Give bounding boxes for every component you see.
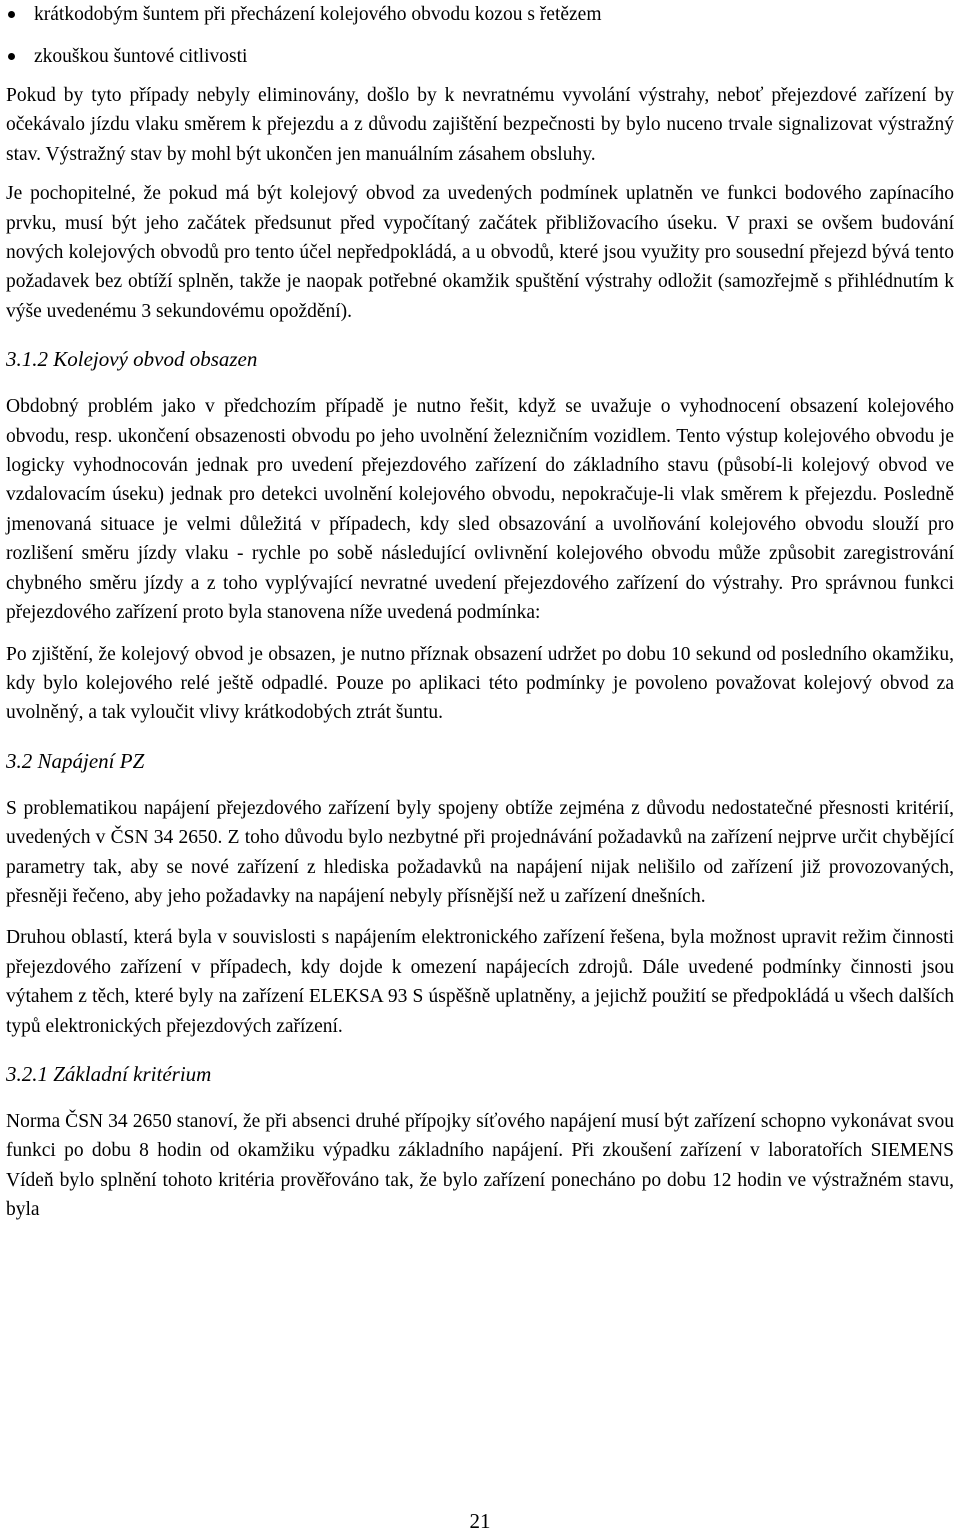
paragraph-4: Po zjištění, že kolejový obvod je obsazen, je nutno příznak obsazení udržet po dobu 10 sekund od posledního okamžiku, kdy bylo kolejového relé ještě odpadlé. Pouze po aplikaci této podmínky je povoleno považovat kolejový obvod za uvolněný, a tak vyloučit vlivy krátkodobých ztrát šuntu. (6, 643, 954, 724)
section-heading-3-2: 3.2 Napájení PZ (6, 748, 145, 773)
document-page (6, 0, 954, 1225)
paragraph-1: Pokud by tyto případy nebyly eliminovány, došlo by k nevratnému vyvolání výstrahy, neboť přejezdové zařízení by očekávalo jízdu vlaku směrem k přejezdu a z důvodu zajištění bezpečnosti by bylo nuceno trvale signalizovat výstražný stav. Výstražný stav by mohl být ukončen jen manuálním zásahem obsluhy. (6, 85, 954, 165)
bullet-icon (8, 11, 15, 18)
paragraph-2: Je pochopitelné, že pokud má být kolejový obvod za uvedených podmínek uplatněn ve funkci bodového zapínacího prvku, musí být jeho začátek předsunut před vypočítaný začátek přibližovacího úseku. V praxi se ovšem budování nových kolejových obvodů pro tento účel nepředpokládá, a u obvodů, které jsou využity pro sousední přejezd bývá tento požadavek bez obtíží splněn, takže je naopak potřebné okamžik spuštění výstrahy odložit (samozřejmě s přihlédnutím k výše uvedenému 3 sekundovému opoždění). (6, 183, 954, 322)
list-item (6, 0, 954, 29)
page-number: 21 (469, 1509, 491, 1533)
list-item (6, 42, 954, 71)
bullet-icon (8, 53, 15, 60)
paragraph-3: Obdobný problém jako v předchozím případě je nutno řešit, když se uvažuje o vyhodnocení obsazení kolejového obvodu, resp. ukončení obsazenosti obvodu po jeho uvolnění železničním vozidlem. Tento výstup kolejového obvodu je logicky vyhodnocován jednak pro uvedení přejezdového zařízení do základního stavu (působí-li kolejový obvod ve vzdalovacím úseku) jednak pro detekci uvolnění kolejového obvodu, nepokračuje-li vlak směrem k přejezdu. Posledně jmenovaná situace je velmi důležitá v případech, kdy sled obsazování a uvolňování kolejového obvodu slouží pro rozlišení směru jízdy vlaku - rychle po sobě následující ovlivnění kolejového obvodu může způsobit zaregistrování chybného směru jízdy a z toho vyplývající nevratné uvedení přejezdového zařízení do výstrahy. Pro správnou funkci přejezdového zařízení proto byla stanovena níže uvedená podmínka: (6, 396, 954, 624)
section-heading-3-2-1: 3.2.1 Základní kritérium (6, 1061, 212, 1086)
paragraph-5: S problematikou napájení přejezdového zařízení byly spojeny obtíže zejména z důvodu nedostatečné přesnosti kritérií, uvedených v ČSN 34 2650. Z toho důvodu bylo nezbytné při projednávání požadavků na zařízení nejprve určit chybějící parametry tak, aby se nové zařízení z hlediska požadavků na napájení nijak nelišilo od zařízení již provozovaných, přesněji řečeno, aby jeho požadavky na napájení nebyly přísnější než u zařízení dnešních. (6, 797, 954, 907)
list-item-text: zkouškou šuntové citlivosti (34, 46, 248, 67)
paragraph-6: Druhou oblastí, která byla v souvislosti s napájením elektronického zařízení řešena, byla možnost upravit režim činnosti přejezdového zařízení v případech, kdy dojde k omezení napájecích zdrojů. Dále uvedené podmínky činnosti jsou výtahem z těch, které byly na zařízení ELEKSA 93 S úspěšně uplatněny, a jejichž použití se předpokládá u všech dalších typů elektronických přejezdových zařízení. (6, 927, 954, 1037)
list-item-text: krátkodobým šuntem při přecházení kolejového obvodu kozou s řetězem (34, 4, 602, 25)
section-heading-3-1-2: 3.1.2 Kolejový obvod obsazen (6, 347, 258, 372)
bullet-list (6, 0, 954, 71)
paragraph-7: Norma ČSN 34 2650 stanoví, že při absenci druhé přípojky síťového napájení musí být zařízení schopno vykonávat svou funkci po dobu 8 hodin od okamžiku výpadku základního napájení. Při zkoušení zařízení v laboratořích SIEMENS Vídeň bylo splnění tohoto kritéria prověřováno tak, že bylo zařízení ponecháno po dobu 12 hodin ve výstražném stavu, byla (6, 1110, 954, 1221)
